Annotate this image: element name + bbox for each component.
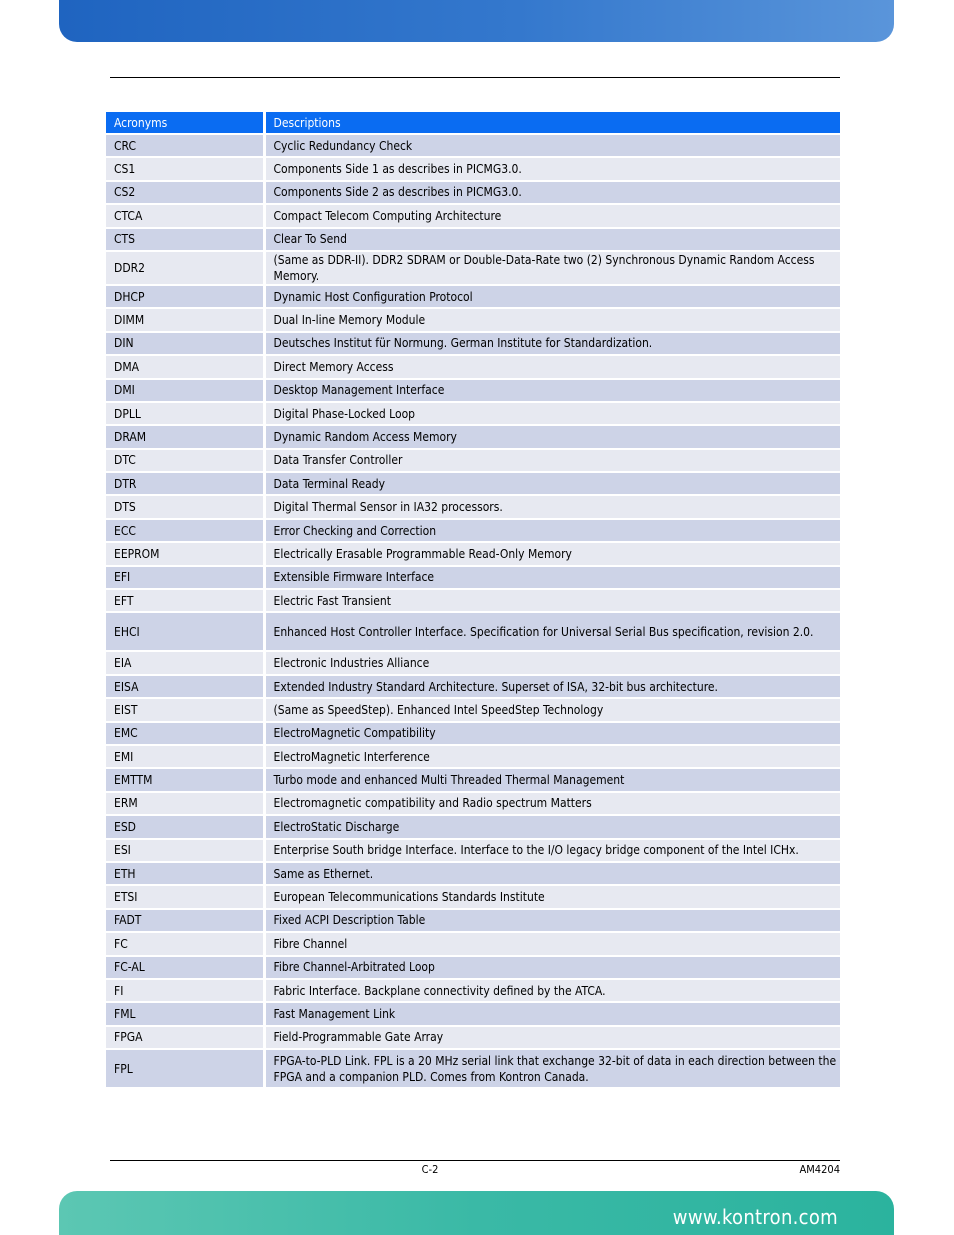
description-cell: Data Terminal Ready bbox=[264, 472, 840, 495]
description-cell: Dynamic Random Access Memory bbox=[264, 425, 840, 448]
acronyms-table bbox=[106, 112, 840, 1089]
acronym-cell: DIN bbox=[106, 332, 264, 355]
description-cell: Dynamic Host Configuration Protocol bbox=[264, 285, 840, 308]
table-row bbox=[106, 228, 840, 251]
acronym-cell: ESI bbox=[106, 839, 264, 862]
footer-banner bbox=[59, 1191, 894, 1235]
acronym-cell: FML bbox=[106, 1002, 264, 1025]
description-cell: (Same as DDR-II). DDR2 SDRAM or Double-Data-Rate two (2) Synchronous Dynamic Random Access Memory. bbox=[264, 251, 840, 285]
acronym-cell: FC-AL bbox=[106, 956, 264, 979]
description-cell: FPGA-to-PLD Link. FPL is a 20 MHz serial link that exchange 32-bit of data in each direction between the FPGA and a companion PLD. Comes from Kontron Canada. bbox=[264, 1049, 840, 1088]
description-cell: Field-Programmable Gate Array bbox=[264, 1026, 840, 1049]
acronym-cell: CTCA bbox=[106, 204, 264, 227]
description-cell: Cyclic Redundancy Check bbox=[264, 134, 840, 157]
description-cell: Turbo mode and enhanced Multi Threaded Thermal Management bbox=[264, 768, 840, 791]
table-row bbox=[106, 157, 840, 180]
acronym-cell: EMI bbox=[106, 745, 264, 768]
table-row bbox=[106, 722, 840, 745]
table-row bbox=[106, 472, 840, 495]
acronym-cell: FI bbox=[106, 979, 264, 1002]
acronym-cell: FC bbox=[106, 932, 264, 955]
acronym-cell: DTR bbox=[106, 472, 264, 495]
description-cell: Electronic Industries Alliance bbox=[264, 651, 840, 674]
table-row bbox=[106, 332, 840, 355]
table-row bbox=[106, 1002, 840, 1025]
acronym-cell: EFI bbox=[106, 566, 264, 589]
table-row bbox=[106, 956, 840, 979]
acronym-cell: EMTTM bbox=[106, 768, 264, 791]
description-cell: Same as Ethernet. bbox=[264, 862, 840, 885]
description-cell: European Telecommunications Standards Institute bbox=[264, 885, 840, 908]
description-cell: Fast Management Link bbox=[264, 1002, 840, 1025]
acronym-cell: DIMM bbox=[106, 308, 264, 331]
acronym-cell: FPL bbox=[106, 1049, 264, 1088]
table-row bbox=[106, 519, 840, 542]
acronym-cell: ETSI bbox=[106, 885, 264, 908]
table-row bbox=[106, 379, 840, 402]
acronym-cell: EEPROM bbox=[106, 542, 264, 565]
description-cell: Electrically Erasable Programmable Read-Only Memory bbox=[264, 542, 840, 565]
table-row bbox=[106, 355, 840, 378]
acronym-cell: DDR2 bbox=[106, 251, 264, 285]
table-row bbox=[106, 932, 840, 955]
description-cell: Fixed ACPI Description Table bbox=[264, 909, 840, 932]
description-cell: Dual In-line Memory Module bbox=[264, 308, 840, 331]
header-divider bbox=[110, 77, 840, 78]
acronym-cell: CS1 bbox=[106, 157, 264, 180]
table-row bbox=[106, 862, 840, 885]
description-cell: Compact Telecom Computing Architecture bbox=[264, 204, 840, 227]
table-row bbox=[106, 979, 840, 1002]
page-number: C-2 bbox=[421, 1163, 439, 1176]
table-row bbox=[106, 285, 840, 308]
table-row bbox=[106, 612, 840, 651]
table-row bbox=[106, 885, 840, 908]
acronym-cell: FADT bbox=[106, 909, 264, 932]
footer-divider bbox=[110, 1160, 840, 1161]
acronym-cell: DMA bbox=[106, 355, 264, 378]
acronym-cell: CTS bbox=[106, 228, 264, 251]
table-row bbox=[106, 134, 840, 157]
table-row bbox=[106, 308, 840, 331]
table-row bbox=[106, 181, 840, 204]
description-cell: Fabric Interface. Backplane connectivity defined by the ATCA. bbox=[264, 979, 840, 1002]
table-row bbox=[106, 251, 840, 285]
header-banner bbox=[59, 0, 894, 42]
column-header-descriptions: Descriptions bbox=[264, 112, 840, 134]
acronym-cell: DHCP bbox=[106, 285, 264, 308]
acronym-cell: DTC bbox=[106, 449, 264, 472]
description-cell: (Same as SpeedStep). Enhanced Intel SpeedStep Technology bbox=[264, 698, 840, 721]
acronym-cell: EIST bbox=[106, 698, 264, 721]
table-row bbox=[106, 815, 840, 838]
table-row bbox=[106, 449, 840, 472]
description-cell: Components Side 2 as describes in PICMG3.0. bbox=[264, 181, 840, 204]
acronym-cell: EHCI bbox=[106, 612, 264, 651]
description-cell: ElectroMagnetic Interference bbox=[264, 745, 840, 768]
acronym-cell: EMC bbox=[106, 722, 264, 745]
table-row bbox=[106, 1026, 840, 1049]
acronym-cell: ERM bbox=[106, 792, 264, 815]
table-row bbox=[106, 589, 840, 612]
table-header-row bbox=[106, 112, 840, 134]
description-cell: Extensible Firmware Interface bbox=[264, 566, 840, 589]
table-row bbox=[106, 768, 840, 791]
description-cell: Data Transfer Controller bbox=[264, 449, 840, 472]
description-cell: Error Checking and Correction bbox=[264, 519, 840, 542]
table-row bbox=[106, 745, 840, 768]
acronym-cell: CS2 bbox=[106, 181, 264, 204]
acronym-cell: EIA bbox=[106, 651, 264, 674]
acronym-cell: FPGA bbox=[106, 1026, 264, 1049]
acronym-cell: ESD bbox=[106, 815, 264, 838]
table-row bbox=[106, 425, 840, 448]
acronym-cell: EFT bbox=[106, 589, 264, 612]
acronym-cell: EISA bbox=[106, 675, 264, 698]
description-cell: Electric Fast Transient bbox=[264, 589, 840, 612]
table-row bbox=[106, 698, 840, 721]
description-cell: ElectroStatic Discharge bbox=[264, 815, 840, 838]
table-row bbox=[106, 402, 840, 425]
description-cell: Fibre Channel bbox=[264, 932, 840, 955]
table-row bbox=[106, 651, 840, 674]
table-row bbox=[106, 542, 840, 565]
table-row bbox=[106, 204, 840, 227]
description-cell: Electromagnetic compatibility and Radio spectrum Matters bbox=[264, 792, 840, 815]
acronym-cell: ECC bbox=[106, 519, 264, 542]
website-link[interactable]: www.kontron.com bbox=[672, 1205, 838, 1229]
table-row bbox=[106, 566, 840, 589]
description-cell: Direct Memory Access bbox=[264, 355, 840, 378]
description-cell: Digital Thermal Sensor in IA32 processors. bbox=[264, 495, 840, 518]
description-cell: Deutsches Institut für Normung. German Institute for Standardization. bbox=[264, 332, 840, 355]
acronym-cell: DPLL bbox=[106, 402, 264, 425]
table-row bbox=[106, 839, 840, 862]
table-row bbox=[106, 675, 840, 698]
acronym-cell: CRC bbox=[106, 134, 264, 157]
table-row bbox=[106, 792, 840, 815]
description-cell: Fibre Channel-Arbitrated Loop bbox=[264, 956, 840, 979]
table-row bbox=[106, 909, 840, 932]
acronym-cell: DRAM bbox=[106, 425, 264, 448]
acronym-cell: ETH bbox=[106, 862, 264, 885]
table-row bbox=[106, 495, 840, 518]
table-row bbox=[106, 1049, 840, 1088]
description-cell: Clear To Send bbox=[264, 228, 840, 251]
description-cell: Desktop Management Interface bbox=[264, 379, 840, 402]
acronym-cell: DTS bbox=[106, 495, 264, 518]
description-cell: ElectroMagnetic Compatibility bbox=[264, 722, 840, 745]
description-cell: Enhanced Host Controller Interface. Specification for Universal Serial Bus specification, revision 2.0. bbox=[264, 612, 840, 651]
acronym-cell: DMI bbox=[106, 379, 264, 402]
description-cell: Extended Industry Standard Architecture. Superset of ISA, 32-bit bus architecture. bbox=[264, 675, 840, 698]
description-cell: Enterprise South bridge Interface. Interface to the I/O legacy bridge component of the Intel ICHx. bbox=[264, 839, 840, 862]
document-id: AM4204 bbox=[799, 1163, 840, 1176]
description-cell: Digital Phase-Locked Loop bbox=[264, 402, 840, 425]
description-cell: Components Side 1 as describes in PICMG3.0. bbox=[264, 157, 840, 180]
column-header-acronyms: Acronyms bbox=[106, 112, 264, 134]
